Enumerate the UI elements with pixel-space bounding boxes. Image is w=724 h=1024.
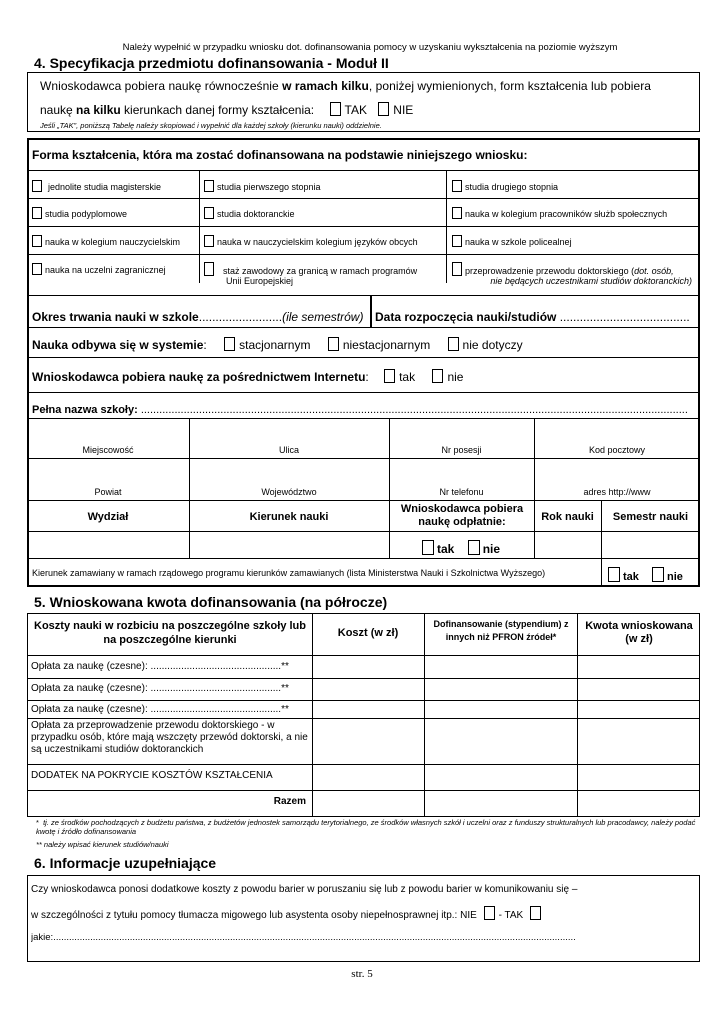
zamawiany-nie-checkbox[interactable] xyxy=(652,567,664,582)
top-note: Należy wypełnić w przypadku wniosku dot. dofinansowania pomocy w uzyskaniu wykształcenia na poziomie wyższym xyxy=(122,42,618,53)
header-semestr: Semestr nauki xyxy=(612,511,689,523)
form-checkbox[interactable] xyxy=(32,207,42,219)
header-rok: Rok nauki xyxy=(541,511,594,523)
form-option[interactable]: nauka na uczelni zagranicznej xyxy=(32,263,166,275)
intro-note: Jeśli „TAK”, poniższą Tabelę należy skopiować i wypełnić dla każdej szkoły (kierunku nauki) oddzielnie. xyxy=(40,121,382,130)
form-option[interactable]: jednolite studia magisterskie xyxy=(32,180,161,192)
section-6-title: 6. Informacje uzupełniające xyxy=(34,855,217,871)
form-checkbox[interactable] xyxy=(204,180,214,192)
internet-nie-checkbox[interactable] xyxy=(432,369,443,383)
razem-label: Razem xyxy=(273,796,306,807)
info-line-2: w szczególności z tytułu pomocy tłumacza migowego lub asystenta osoby niepełnosprawnej itp.: NIE - TAK xyxy=(31,906,545,921)
cost-row-label: Opłata za przeprowadzenie przewodu doktorskiego - w przypadku osób, które mają wszczęty przewód doktorski, a nie są uczestnikami studiów doktoranckich xyxy=(31,720,308,755)
addr-label: Nr telefonu xyxy=(439,487,484,497)
cost-row-label: DODATEK NA POKRYCIE KOSZTÓW KSZTAŁCENIA xyxy=(31,770,273,781)
header-odplatnie: Wnioskodawca pobiera naukę odpłatnie: xyxy=(400,503,524,528)
okres-field[interactable]: Okres trwania nauki w szkole.........................(ile semestrów) xyxy=(32,310,364,324)
form-checkbox[interactable] xyxy=(452,180,462,192)
form-option[interactable]: nauka w szkole policealnej xyxy=(452,235,572,247)
cost-row-label: Opłata za naukę (czesne): ...............................................** xyxy=(31,704,289,715)
form-option[interactable]: nauka w kolegium nauczycielskim xyxy=(32,235,180,247)
section-4-title: 4. Specyfikacja przedmiotu dofinansowania - Moduł II xyxy=(34,55,389,71)
addr-label: adres http://www xyxy=(583,487,651,497)
form-checkbox[interactable] xyxy=(204,262,214,276)
form-checkbox[interactable] xyxy=(32,180,42,192)
internet-row: Wnioskodawca pobiera naukę za pośrednictwem Internetu: tak nie xyxy=(32,370,464,384)
addr-label: Nr posesji xyxy=(441,445,482,455)
cost-row-label: Opłata za naukę (czesne): ...............................................** xyxy=(31,683,289,694)
system-stacjonarny-checkbox[interactable] xyxy=(224,337,235,351)
zamawiany-options: tak nie xyxy=(608,567,683,583)
footnote-2: ** należy wpisać kierunek studiów/nauki xyxy=(36,840,169,849)
form-option[interactable]: studia drugiego stopnia xyxy=(452,180,558,192)
form-checkbox[interactable] xyxy=(32,235,42,247)
intro-line-1: Wnioskodawca pobiera naukę równocześnie w ramach kilku, poniżej wymienionych, form kształcenia lub pobiera xyxy=(40,79,651,93)
form-option[interactable]: nauka w kolegium pracowników służb społecznych xyxy=(452,207,667,219)
addr-label: Województwo xyxy=(261,487,317,497)
info-line-1: Czy wnioskodawca ponosi dodatkowe koszty z powodu barier w poruszaniu się lub z powodu barier w komunikowaniu się – xyxy=(31,884,578,895)
odplatnie-nie-checkbox[interactable] xyxy=(468,540,480,555)
multi-tak-checkbox[interactable] xyxy=(330,102,341,116)
form-checkbox[interactable] xyxy=(452,262,462,276)
col-header-koszty: Koszty nauki w rozbiciu na poszczególne szkoły lub na poszczególne kierunki xyxy=(34,620,306,646)
multi-nie-checkbox[interactable] xyxy=(378,102,389,116)
zamawiany-tak-checkbox[interactable] xyxy=(608,567,620,582)
system-row: Nauka odbywa się w systemie: stacjonarnym niestacjonarnym nie dotyczy xyxy=(32,338,523,352)
addr-label: Powiat xyxy=(94,487,122,497)
info-nie-checkbox[interactable] xyxy=(484,906,495,920)
header-kierunek: Kierunek nauki xyxy=(249,511,329,523)
form-option-przewod[interactable]: przeprowadzenie przewodu doktorskiego (dot. osób, nie będących uczestnikami studiów doktoranckich) xyxy=(452,262,698,286)
section-5-title: 5. Wnioskowana kwota dofinansowania (na półrocze) xyxy=(34,594,388,610)
footnote-1: * tj. ze środków pochodzących z budżetu państwa, z budżetów jednostek samorządu terytorialnego, ze środków własnych szkół i uczelni oraz z funduszy strukturalnych lub pracodawcy, należy podać kwotę i źródło dofinansowania xyxy=(36,818,696,836)
form-checkbox[interactable] xyxy=(204,235,214,247)
form-option[interactable]: studia doktoranckie xyxy=(204,207,295,219)
jakie-field[interactable]: jakie:...................................................................................................................................................................................................... xyxy=(31,932,576,943)
form-option[interactable]: nauka w nauczycielskim kolegium języków obcych xyxy=(204,235,418,247)
system-nie-dotyczy-checkbox[interactable] xyxy=(448,337,459,351)
col-header-koszt: Koszt (w zł) xyxy=(337,627,399,639)
form-checkbox[interactable] xyxy=(452,235,462,247)
form-checkbox[interactable] xyxy=(452,207,462,219)
system-niestacjonarny-checkbox[interactable] xyxy=(328,337,339,351)
form-checkbox[interactable] xyxy=(204,207,214,219)
addr-label: Kod pocztowy xyxy=(588,445,646,455)
forma-header: Forma kształcenia, która ma zostać dofinansowana na podstawie niniejszego wniosku: xyxy=(32,148,528,162)
info-tak-checkbox[interactable] xyxy=(530,906,541,920)
data-rozpoczecia-field[interactable]: Data rozpoczęcia nauki/studiów ....................................... xyxy=(375,310,690,324)
odplatnie-options: tak nie xyxy=(422,540,500,556)
header-wydzial: Wydział xyxy=(87,511,129,523)
odplatnie-tak-checkbox[interactable] xyxy=(422,540,434,555)
form-option-staz[interactable]: staż zawodowy za granicą w ramach programów Unii Europejskiej xyxy=(204,262,444,286)
nazwa-szkoly-field[interactable]: Pełna nazwa szkoły: ................................................................................................................................................................................... xyxy=(32,404,688,416)
page-number: str. 5 xyxy=(351,968,373,980)
form-option[interactable]: studia podyplomowe xyxy=(32,207,127,219)
col-header-dofinansowanie: Dofinansowanie (stypendium) z innych niż PFRON źródeł* xyxy=(433,619,569,642)
intro-line-2: naukę na kilku kierunkach danej formy kształcenia: TAK NIE xyxy=(40,103,414,117)
col-header-kwota: Kwota wnioskowana (w zł) xyxy=(585,620,693,645)
form-checkbox[interactable] xyxy=(32,263,42,275)
form-option[interactable]: studia pierwszego stopnia xyxy=(204,180,321,192)
cost-row-label: Opłata za naukę (czesne): ...............................................** xyxy=(31,661,289,672)
zamawiany-label: Kierunek zamawiany w ramach rządowego programu kierunków zamawianych (lista Ministerstwa Nauki i Szkolnictwa Wyższego) xyxy=(32,568,546,578)
addr-label: Miejscowość xyxy=(82,445,134,455)
internet-tak-checkbox[interactable] xyxy=(384,369,395,383)
addr-label: Ulica xyxy=(278,445,299,455)
